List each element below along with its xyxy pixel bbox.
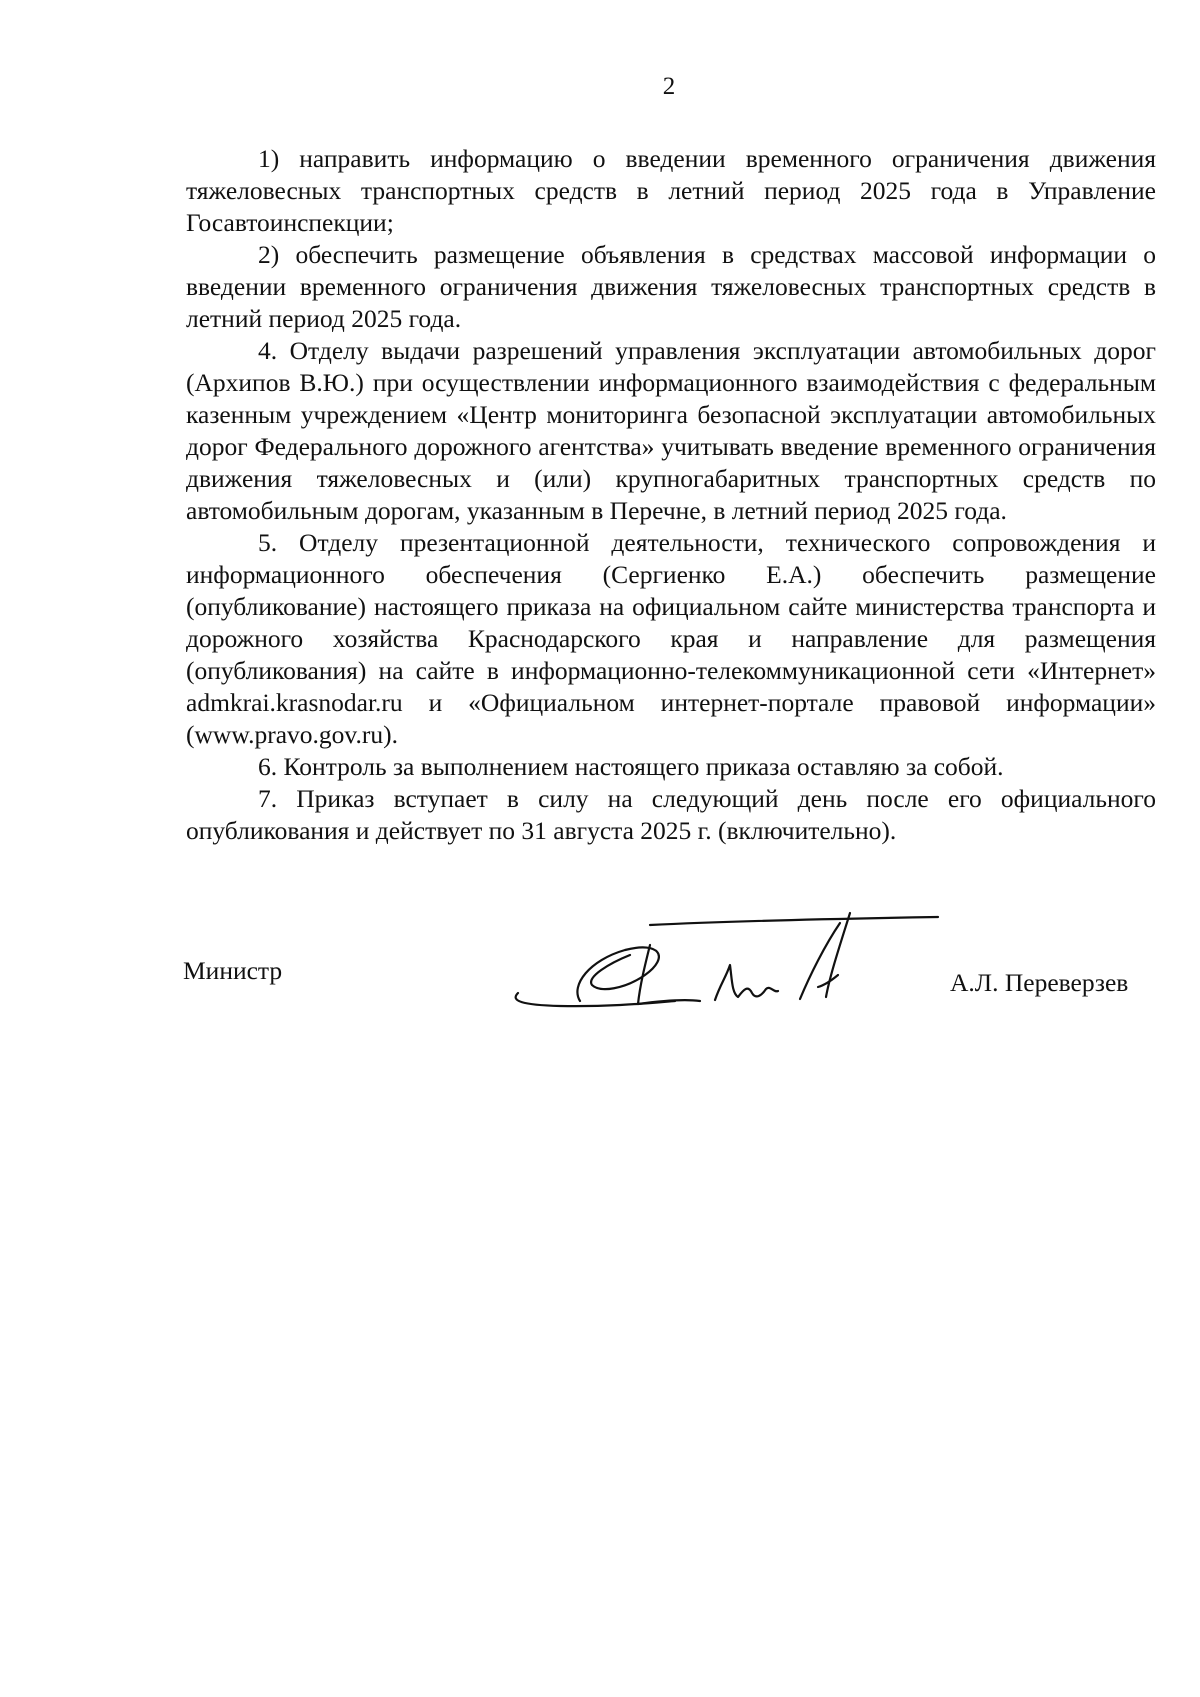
signer-name: А.Л. Переверзев bbox=[950, 968, 1129, 997]
paragraph-item-7: 7. Приказ вступает в силу на следующий день после его официального опубликования и действует по 31 августа 2025 г. (включительно). bbox=[186, 784, 1156, 845]
paragraph-item-2: 2) обеспечить размещение объявления в средствах массовой информации о введении временного ограничения движения тяжеловесных транспортных средств в летний период 2025 года. bbox=[186, 240, 1156, 333]
signature-block bbox=[0, 905, 1200, 1025]
handwritten-signature bbox=[500, 905, 940, 1025]
paragraph-item-4: 4. Отделу выдачи разрешений управления эксплуатации автомобильных дорог (Архипов В.Ю.) при осуществлении информационного взаимодействия с федеральным казенным учреждением «Центр мониторинга безопасной эксплуатации автомобильных дорог Федерального дорожного агентства» учитывать введение временного ограничения движения тяжеловесных и (или) крупногабаритных транспортных средств по автомобильным дорогам, указанным в Перечне, в летний период 2025 года. bbox=[186, 336, 1156, 525]
document-body bbox=[186, 143, 1156, 847]
page-number: 2 bbox=[662, 73, 676, 100]
paragraph-item-6: 6. Контроль за выполнением настоящего приказа оставляю за собой. bbox=[258, 752, 1004, 781]
paragraph-item-1: 1) направить информацию о введении временного ограничения движения тяжеловесных транспортных средств в летний период 2025 года в Управление Госавтоинспекции; bbox=[186, 144, 1156, 237]
signer-title: Министр bbox=[183, 956, 283, 985]
paragraph-item-5: 5. Отделу презентационной деятельности, технического сопровождения и информационного обеспечения (Сергиенко Е.А.) обеспечить размещение (опубликование) настоящего приказа на официальном сайте министерства транспорта и дорожного хозяйства Краснодарского края и направление для размещения (опубликования) на сайте в информационно-телекоммуникационной сети «Интернет» admkrai.krasnodar.ru и «Официальном интернет-портале правовой информации» (www.pravo.gov.ru). bbox=[186, 528, 1156, 749]
